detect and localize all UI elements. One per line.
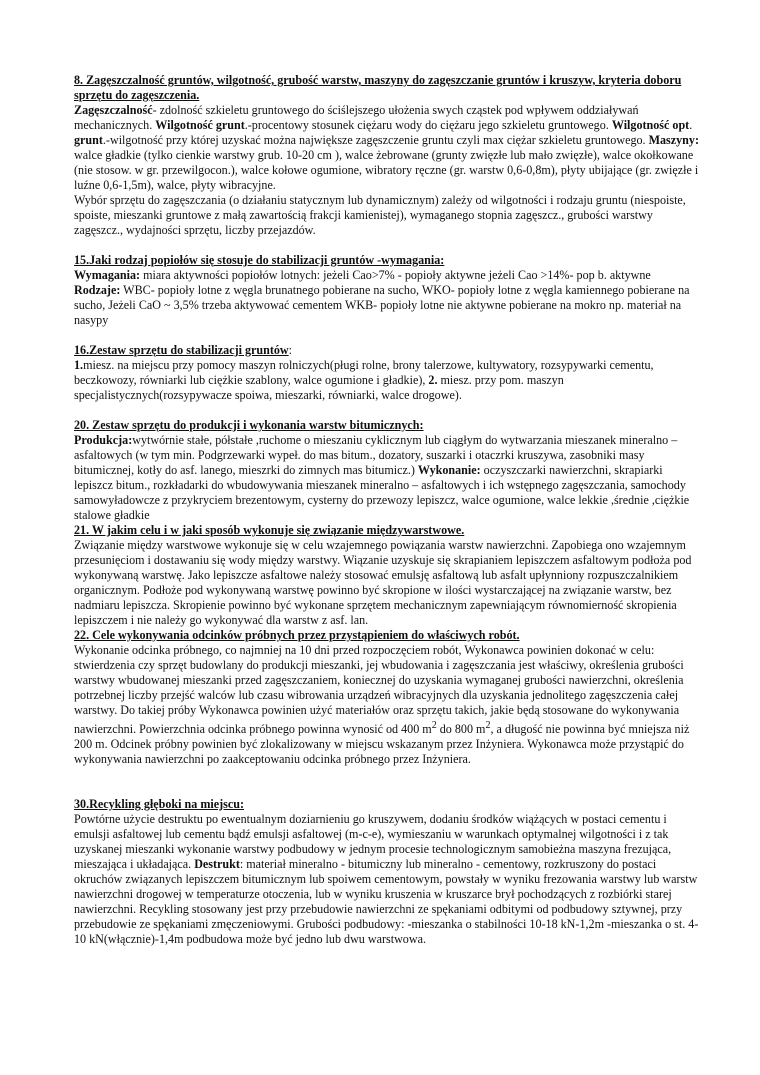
section-30-heading: 30.Recykling głęboki na miejscu: bbox=[74, 797, 244, 812]
term-wilgotnosc-gruntu: Wilgotność grunt bbox=[155, 118, 245, 132]
section-15-paragraph bbox=[74, 268, 700, 328]
text-part-2: do 800 m bbox=[436, 722, 486, 737]
section-30-paragraph bbox=[74, 812, 700, 947]
section-21-heading: 21. W jakim celu i w jaki sposób wykonuje się związanie międzywarstwowe. bbox=[74, 523, 465, 537]
text-wilgotnosc-gruntu: .-procentowy stosunek ciężaru wody do ciężaru jego szkieletu gruntowego. bbox=[244, 118, 612, 132]
document-page bbox=[74, 73, 700, 947]
text-dot: . bbox=[689, 118, 693, 132]
term-wymagania: Wymagania: bbox=[74, 268, 141, 282]
item-number-2: 2. bbox=[428, 373, 438, 387]
text-part-2: : materiał mineralno - bitumiczny lub mineralno - cementowy, rozkruszony do postaci okruchów związanych lepiszczem bitumicznym lub spoiwem cementowym, powstały w wyniku frezowania warstwy lub warstw nawierzchni drogowej w temperaturze otoczenia, lub w wyniku kruszenia w kruszarce brył pochodzących z rozbiórki starej nawierzchni. Recykling stosowany jest przy przebudowie nawierzchni ze spękaniami odbitymi od podbudowy sztywnej, przy przebudowie ze spękaniami zmęczeniowymi. Grubości podbudowy: -mieszanka o stabilności 10-18 kN-1,2m -mieszanka o st. 4-10 kN(włącznie)-1,4m podbudowa może być jedno lub dwu warstwowa. bbox=[74, 857, 699, 947]
term-destrukt: Destrukt bbox=[194, 857, 240, 872]
section-15 bbox=[74, 253, 700, 328]
section-8-heading: 8. Zagęszczalność gruntów, wilgotność, grubość warstw, maszyny do zagęszczanie gruntów i kruszyw, kryteria doboru sprzętu do zagęszczenia. bbox=[74, 73, 682, 102]
term-maszyny: Maszyny: bbox=[648, 133, 699, 147]
section-16-heading: 16.Zestaw sprzętu do stabilizacji gruntów bbox=[74, 343, 289, 357]
section-8 bbox=[74, 73, 700, 238]
section-22 bbox=[74, 628, 700, 767]
section-16 bbox=[74, 343, 700, 403]
heading-colon: : bbox=[288, 343, 293, 357]
superscript: 2 bbox=[431, 720, 437, 731]
superscript: 2 bbox=[485, 720, 491, 731]
section-16-paragraph bbox=[74, 358, 700, 403]
term-produkcja: Produkcja: bbox=[74, 433, 133, 447]
section-30 bbox=[74, 797, 700, 947]
item-text-1: miesz. na miejscu przy pomocy maszyn rolniczych(pługi rolne, brony talerzowe, kultywatory, rozsypywarki cementu, beczkowozy, równiarki lub ciężkie szablony, walce ogumione i gładkie), bbox=[74, 358, 654, 387]
section-21 bbox=[74, 523, 700, 628]
item-number-1: 1. bbox=[74, 358, 84, 372]
text-part-3: , a długość nie powinna być mniejsza niż 200 m. Odcinek próbny powinien być zlokalizowany w miejscu wskazanym przez Inżyniera. Wykonawca może przystąpić do wykonywania nawierzchni po zaakceptowaniu odcinka próbnego przez Inżyniera. bbox=[74, 722, 690, 767]
term-grunt: grunt bbox=[74, 133, 103, 147]
section-21-paragraph: Związanie między warstwowe wykonuje się w celu wzajemnego powiązania warstw nawierzchni. Zapobiega ono wzajemnym przesunięciom i dostawaniu się wody między warstwy. Wiązanie uzyskuje się skrapianiem lepiszczem asfaltowym podłoża pod wykonywaną warstwę. Jako lepiszcze asfaltowe należy stosować emulsję asfaltową lub asfalt upłynniony rozpuszczalnikiem organicznym. Podłoże pod wykonywaną warstwę powinno być skropione w ilości wystarczającej na związanie warstw, bez nadmiaru lepiszcza. Skropienie powinno być wykonane sprzętem mechanicznym zapewniającym równomierność skropienia lepiszczem i nie należy go wykonywać dla warstw z asf. lan. bbox=[74, 538, 692, 627]
text-part-1: Wykonanie odcinka próbnego, co najmniej na 10 dni przed rozpoczęciem robót, Wykonawca powinien dokonać w celu: stwierdzenia czy sprzęt budowlany do produkcji mieszanki, jej wbudowania i zagęszczania jest właściwy, określenia grubości warstwy wbudowanej mieszanki przed zagęszczaniem, koniecznej do uzyskania wymaganej grubości nawierzchni, określenia potrzebnej liczby przejść walców lub czasu wibrowania urządzeń wibracyjnych dla uzyskania jednolitego zagęszczenia całej warstwy. Do takiej próby Wykonawca powinien użyć materiałów oraz sprzętu takich, jakie będą stosowane do wykonywania nawierzchni. Powierzchnia odcinka próbnego powinna wynosić od 400 m bbox=[74, 643, 684, 737]
text-wilgotnosc-opt: .-wilgotność przy której uzyskać można największe zagęszczenie gruntu czyli max ciężar szkieletu gruntowego. bbox=[102, 133, 649, 147]
section-20 bbox=[74, 418, 700, 523]
section-22-paragraph bbox=[74, 643, 700, 767]
term-zageszczalnosc: Zagęszczalność bbox=[74, 103, 153, 117]
text-wymagania: miara aktywności popiołów lotnych: jeżeli Cao>7% - popioły aktywne jeżeli Cao >14%- pop b. aktywne bbox=[140, 268, 651, 282]
text-zageszczalnosc: - zdolność szkieletu gruntowego do ściślejszego ułożenia swych cząstek pod wpływem oddziaływań mechanicznych. bbox=[74, 103, 639, 132]
term-wykonanie: Wykonanie: bbox=[417, 463, 481, 477]
text-part-1: Powtórne użycie destruktu po ewentualnym doziarnieniu go kruszywem, dodaniu środków wiążących w postaci cementu i emulsji asfaltowej lub cementu bądź emulsji asfaltowej (m-c-e), wymieszaniu w warunkach optymalnej wilgotności i z tak uzyskanej mieszanki wykonanie warstwy podbudowy w jednym procesie technologicznym samobieżna maszyna frezująca, mieszająca i układająca. bbox=[74, 812, 672, 872]
term-wilgotnosc-opt: Wilgotność opt bbox=[611, 118, 690, 132]
section-16-heading-line bbox=[74, 343, 700, 358]
text-wykonanie: oczyszczarki nawierzchni, skrapiarki lepiszcz bitum., rozkładarki do wbudowywania mieszanek mineralno – asfaltowych i ich wstępnego zagęszczania, samochody samowyładowcze z przykryciem brezentowym, cysterny do przewozy lepiszcz, walce ogumione, walce lekkie ,średnie ,ciężkie stalowe gładkie bbox=[74, 463, 690, 522]
section-22-heading: 22. Cele wykonywania odcinków próbnych przez przystąpieniem do właściwych robót. bbox=[74, 628, 520, 642]
section-20-heading: 20. Zestaw sprzętu do produkcji i wykonania warstw bitumicznych: bbox=[74, 418, 424, 432]
text-rodzaje: WBC- popioły lotne z węgla brunatnego pobierane na sucho, WKO- popioły lotne z węgla kamiennego pobierane na sucho, Jeżeli CaO ~ 3,5% trzeba aktywować cementem WKB- popioły lotne nie aktywne pobierane na mokro np. materiał na nasypy bbox=[74, 283, 690, 327]
section-20-paragraph bbox=[74, 433, 700, 523]
spacer bbox=[74, 238, 700, 253]
spacer bbox=[74, 403, 700, 418]
spacer bbox=[74, 328, 700, 343]
section-8-paragraph-2: Wybór sprzętu do zagęszczania (o działaniu statycznym lub dynamicznym) zależy od wilgotności i rodzaju gruntu (niespoiste, spoiste, mieszanki gruntowe z małą zawartością frakcji kamienistej), wymaganego stopnia zagęszcz., grubości warstwy zagęszcz., wydajności sprzętu, liczby przejazdów. bbox=[74, 193, 686, 237]
spacer bbox=[74, 767, 700, 797]
section-8-paragraph-1 bbox=[74, 103, 700, 193]
item-text-2: miesz. przy pom. maszyn specjalistycznych(rozsypywacze spoiwa, mieszarki, równiarki, walce drogowe). bbox=[74, 373, 564, 402]
section-15-heading: 15.Jaki rodzaj popiołów się stosuje do stabilizacji gruntów -wymagania: bbox=[74, 253, 445, 267]
text-maszyny: walce gładkie (tylko cienkie warstwy grub. 10-20 cm ), walce żebrowane (grunty zwięzłe lub mało zwięzłe), walce okołkowane (nie stosow. w gr. przewilgocon.), walce kołowe ogumione, wibratory ręczne (gr. warstw 0,6-0,8m), płyty ubijające (gr. zwięzłe i luźne 0,6-1,5m), walce, płyty wibracyjne. bbox=[74, 148, 699, 192]
text-produkcja: wytwórnie stałe, półstałe ,ruchome o mieszaniu cyklicznym lub ciągłym do wytwarzania mieszanek mineralno – asfaltowych (w tym min. Podgrzewarki wypeł. do mas bitum., dozatory, suszarki i otaczrki kruszywa, zasobniki masy bitumicznej, kotły do asf. lanego, mieszrki do zimnych mas bitumicz.) bbox=[74, 433, 678, 477]
term-rodzaje: Rodzaje: bbox=[74, 283, 121, 297]
